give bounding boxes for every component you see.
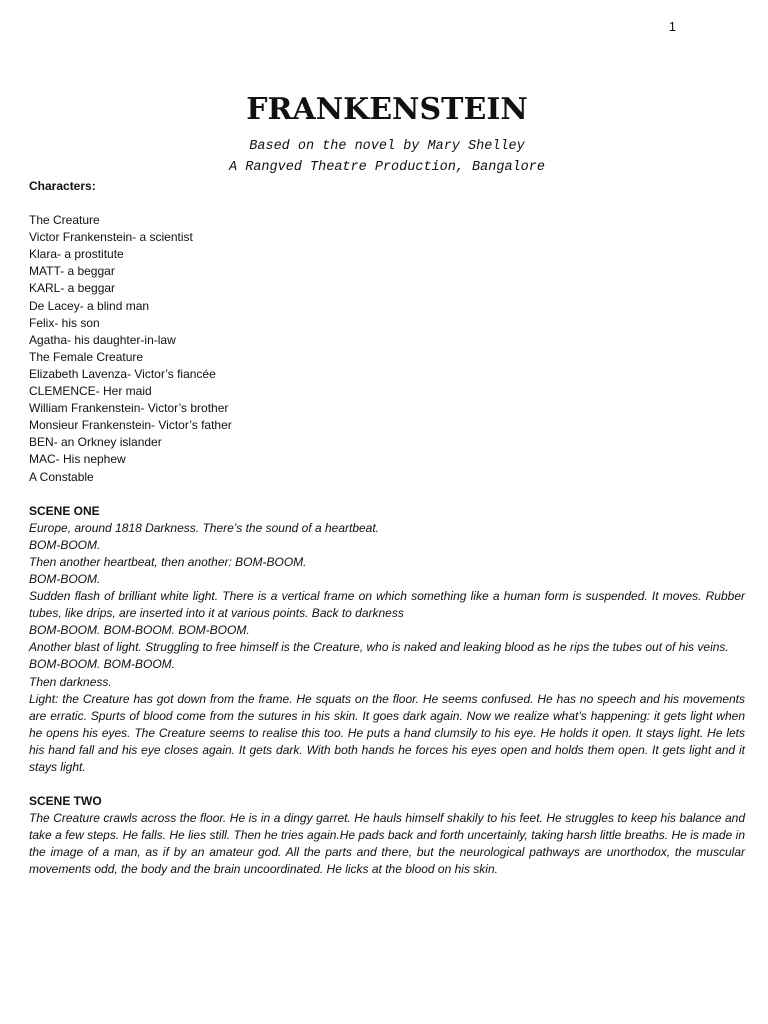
character-item: De Lacey- a blind man — [29, 298, 150, 313]
scene-two-heading: SCENE TWO — [29, 794, 102, 809]
character-item: Victor Frankenstein- a scientist — [29, 230, 193, 245]
scene-one-heading: SCENE ONE — [29, 503, 100, 518]
character-item: Agatha- his daughter-in-law — [29, 332, 176, 347]
stage-direction: BOM-BOOM. — [29, 537, 101, 552]
character-item: CLEMENCE- Her maid — [29, 384, 152, 399]
character-item: William Frankenstein- Victor’s brother — [29, 401, 229, 416]
character-item: Klara- a prostitute — [29, 247, 124, 262]
stage-direction: Then another heartbeat, then another: BOM-BOOM. — [29, 554, 307, 569]
stage-direction: Europe, around 1818 Darkness. There’s the sound of a heartbeat. — [29, 520, 380, 535]
stage-direction: Then darkness. — [29, 674, 112, 689]
character-item: Monsieur Frankenstein- Victor’s father — [29, 418, 232, 433]
scene-one — [29, 503, 745, 777]
stage-direction: Light: the Creature has got down from the frame. He squats on the floor. He seems confused. He has no speech and his movements are erratic. Spurts of blood come from the sutures in his skin. It goes dark again. Now we realize what’s happening: it gets light when he opens his eyes. The Creature seems to realise this too. He puts a hand clumsily to his eye. He holds it open. It stays light. He lets his hand fall and his eye closes again. It gets dark. With both hands he forces his eyes open and holds them open. It gets light and it stays light. — [29, 691, 745, 774]
character-item: A Constable — [29, 469, 94, 484]
character-item: MAC- His nephew — [29, 452, 126, 467]
stage-direction: Sudden flash of brilliant white light. There is a vertical frame on which something like a human form is suspended. It moves. Rubber tubes, like drips, are inserted into it at various points. Back to darkness — [29, 589, 745, 621]
characters-heading: Characters: — [29, 179, 96, 193]
character-item: The Creature — [29, 213, 100, 228]
character-item: Elizabeth Lavenza- Victor’s fiancée — [29, 366, 216, 381]
character-item: The Female Creature — [29, 349, 144, 364]
script-body — [29, 178, 745, 879]
stage-direction: The Creature crawls across the floor. He is in a dingy garret. He hauls himself shakily to his feet. He struggles to keep his balance and take a few steps. He falls. He lies still. Then he tries again.He pads back and forth uncertainly, taking harsh little breaths. He is made in the image of a man, as if by an amateur god. All the parts and there, but the neurological pathways are unorthodox, the muscular movements odd, the body and the brain uncoordinated. He licks at the blood on his skin. — [29, 811, 745, 877]
character-item: KARL- a beggar — [29, 281, 116, 296]
stage-direction: Another blast of light. Struggling to free himself is the Creature, who is naked and leaking blood as he rips the tubes out of his veins. — [29, 640, 729, 655]
character-list — [29, 212, 745, 486]
script-title: FRANKENSTEIN — [246, 92, 528, 127]
scene-two — [29, 793, 745, 878]
subtitle-source: Based on the novel by Mary Shelley — [249, 139, 525, 154]
character-item: Felix- his son — [29, 315, 100, 330]
character-item: BEN- an Orkney islander — [29, 435, 162, 450]
stage-direction: BOM-BOOM. — [29, 571, 101, 586]
stage-direction: BOM-BOOM. BOM-BOOM. BOM-BOOM. — [29, 623, 250, 638]
stage-direction: BOM-BOOM. BOM-BOOM. — [29, 657, 175, 672]
page-number: 1 — [668, 19, 676, 34]
character-item: MATT- a beggar — [29, 264, 115, 279]
subtitle-production: A Rangved Theatre Production, Bangalore — [229, 160, 545, 175]
